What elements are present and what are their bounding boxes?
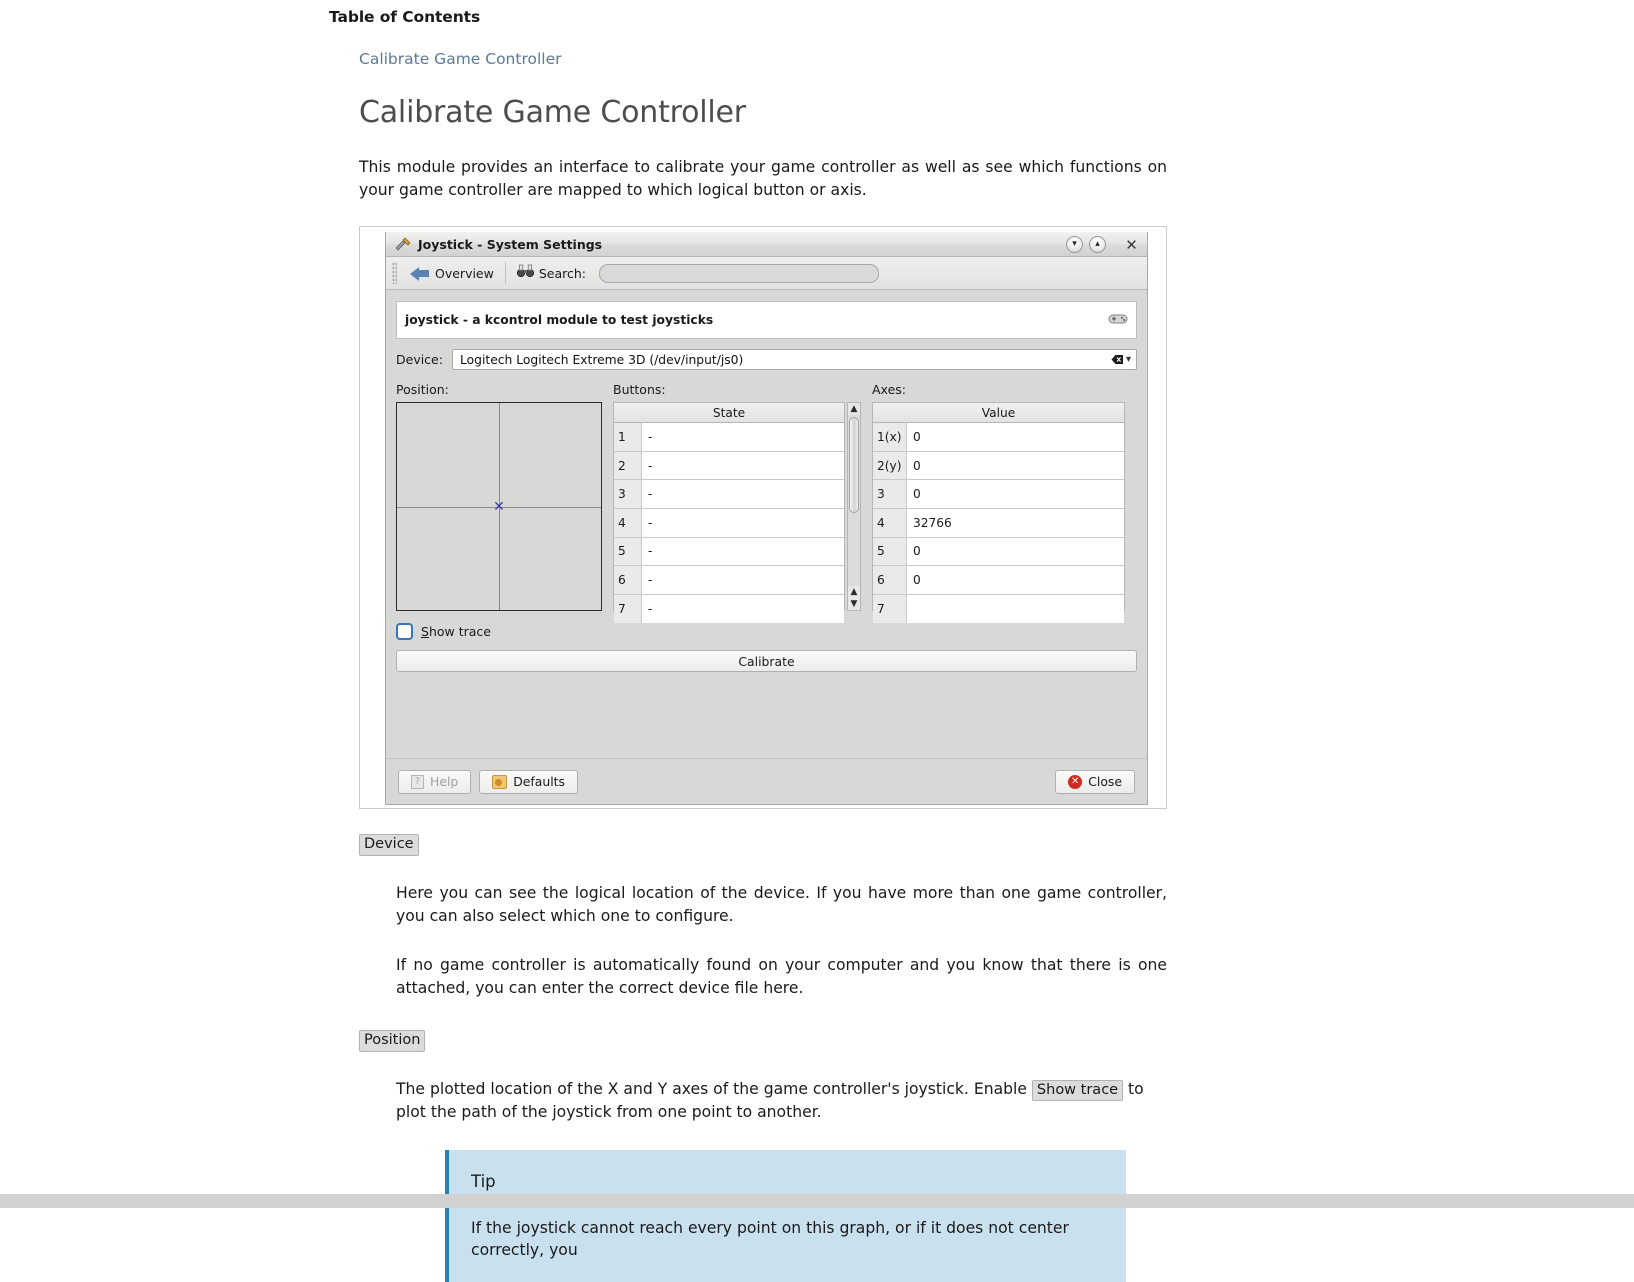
- row-value: 0: [907, 538, 1124, 566]
- device-paragraph-1: Here you can see the logical location of the device. If you have more than one game controller, you can also select which one to configure.: [396, 883, 1167, 925]
- defaults-label: Defaults: [513, 774, 565, 790]
- row-index: 4: [614, 509, 642, 537]
- table-row[interactable]: [873, 566, 1124, 595]
- scrollbar-thumb[interactable]: [849, 417, 859, 513]
- row-value: -: [642, 538, 844, 566]
- help-label: Help: [430, 774, 459, 790]
- axes-table-header: Value: [873, 403, 1124, 423]
- row-index: 3: [873, 480, 907, 508]
- position-plot[interactable]: [396, 402, 602, 611]
- chevron-down-icon[interactable]: ▾: [1125, 354, 1131, 366]
- table-row[interactable]: [873, 423, 1124, 452]
- joystick-system-settings-window: [385, 232, 1148, 805]
- device-label: Device:: [396, 352, 443, 368]
- close-label: Close: [1088, 774, 1122, 790]
- row-value: -: [642, 423, 844, 451]
- row-index: 1(x): [873, 423, 907, 451]
- joystick-position-marker: ✕: [493, 498, 505, 515]
- row-value: -: [642, 595, 844, 624]
- calibrate-button[interactable]: [396, 650, 1137, 672]
- guilabel-device: Device: [359, 834, 419, 856]
- term-device: [359, 833, 1167, 1000]
- row-value: 32766: [907, 509, 1124, 537]
- toolbar-separator: [505, 262, 506, 284]
- row-index: 1: [614, 423, 642, 451]
- row-index: 7: [873, 595, 907, 624]
- table-row[interactable]: [873, 509, 1124, 538]
- gamepad-icon: [1108, 312, 1128, 329]
- close-button[interactable]: [1055, 770, 1135, 794]
- show-trace-accel: S: [421, 624, 429, 640]
- back-arrow-icon: [410, 266, 430, 281]
- table-row[interactable]: [614, 509, 844, 538]
- scrollbar-track[interactable]: [848, 415, 860, 586]
- search-input[interactable]: [599, 264, 879, 283]
- row-value: 0: [907, 423, 1124, 451]
- position-label: Position:: [396, 382, 449, 398]
- window-title: Joystick - System Settings: [418, 236, 603, 252]
- close-circle-icon: ✕: [1068, 775, 1082, 789]
- window-toolbar: [386, 257, 1147, 290]
- overview-label: Overview: [435, 265, 494, 281]
- search-group: [510, 264, 593, 282]
- device-row: [396, 349, 1137, 370]
- buttons-table: [613, 402, 845, 617]
- position-paragraph: [396, 1078, 1167, 1125]
- row-index: 7: [614, 595, 642, 624]
- table-row[interactable]: [614, 452, 844, 481]
- chevron-up-icon[interactable]: ▲: [850, 404, 858, 415]
- term-position: [359, 1029, 1167, 1282]
- buttons-panel: [613, 382, 861, 617]
- row-value: 0: [907, 452, 1124, 480]
- help-button[interactable]: [398, 770, 471, 794]
- row-value: -: [642, 452, 844, 480]
- row-value: -: [642, 480, 844, 508]
- row-index: 2(y): [873, 452, 907, 480]
- footer-right-buttons: [1055, 770, 1135, 794]
- overview-button[interactable]: [403, 266, 501, 281]
- table-row[interactable]: [873, 452, 1124, 481]
- guilabel-position: Position: [359, 1030, 425, 1052]
- chevron-down-icon[interactable]: ▼: [850, 599, 858, 610]
- device-value: Logitech Logitech Extreme 3D (/dev/input/js0): [460, 352, 744, 367]
- defaults-button[interactable]: [479, 770, 578, 794]
- doc-content: [329, 0, 1167, 1282]
- show-trace-rest: how trace: [428, 624, 491, 640]
- chevron-up-icon[interactable]: ▴: [1089, 236, 1106, 253]
- table-row[interactable]: [614, 566, 844, 595]
- close-icon[interactable]: ✕: [1125, 235, 1138, 254]
- page-bottom-bar: [0, 1194, 1634, 1208]
- buttons-table-rows: [614, 423, 844, 623]
- help-icon: ?: [411, 775, 424, 789]
- axes-table-rows: [873, 423, 1124, 623]
- row-index: 2: [614, 452, 642, 480]
- dialog-footer: [386, 758, 1147, 804]
- buttons-table-header: State: [614, 403, 844, 423]
- clear-icon[interactable]: [1111, 350, 1124, 369]
- position-text-after: to plot the path of the joystick from one point to another.: [396, 1079, 1144, 1122]
- footer-left-buttons: [398, 770, 578, 794]
- position-panel: [396, 382, 602, 611]
- embedded-screenshot: [359, 226, 1167, 809]
- guilabel-show-trace: Show trace: [1032, 1080, 1123, 1102]
- search-label: Search:: [538, 265, 587, 281]
- chevron-down-icon[interactable]: ▾: [1066, 236, 1083, 253]
- device-select[interactable]: [452, 349, 1137, 370]
- toc-heading: Table of Contents: [329, 8, 481, 26]
- chevron-up-icon[interactable]: ▲: [850, 587, 858, 598]
- row-value: [907, 595, 1124, 624]
- row-value: 0: [907, 566, 1124, 594]
- axes-table: [872, 402, 1125, 617]
- defaults-icon: [492, 775, 507, 789]
- combo-controls: [1111, 350, 1134, 369]
- table-row[interactable]: [873, 538, 1124, 567]
- toc-link-calibrate-game-controller[interactable]: Calibrate Game Controller: [359, 50, 562, 68]
- position-text-before: The plotted location of the X and Y axes of the game controller's joystick. Enable: [396, 1079, 1032, 1098]
- page-title: Calibrate Game Controller: [359, 95, 746, 130]
- tip-body: If the joystick cannot reach every point on this graph, or if it does not center correctly, you: [471, 1218, 1069, 1260]
- buttons-label: Buttons:: [613, 382, 666, 398]
- calibrate-label: Calibrate: [738, 653, 795, 669]
- axes-panel: [872, 382, 1125, 617]
- table-row[interactable]: [873, 595, 1124, 624]
- show-trace-row[interactable]: [396, 623, 1137, 640]
- window-titlebar[interactable]: [386, 232, 1147, 257]
- row-value: 0: [907, 480, 1124, 508]
- row-value: -: [642, 509, 844, 537]
- panels-row: [396, 382, 1137, 617]
- window-controls: [1066, 235, 1141, 254]
- table-row[interactable]: [614, 595, 844, 624]
- table-row[interactable]: [873, 480, 1124, 509]
- row-index: 3: [614, 480, 642, 508]
- dialog-body: [386, 290, 1147, 672]
- toolbar-grip[interactable]: [392, 262, 397, 284]
- show-trace-label: [421, 624, 491, 639]
- row-value: -: [642, 566, 844, 594]
- row-index: 4: [873, 509, 907, 537]
- tools-icon: [394, 236, 414, 252]
- table-row[interactable]: [614, 480, 844, 509]
- module-header-panel: [396, 301, 1137, 339]
- axes-label: Axes:: [872, 382, 906, 398]
- tip-callout: [445, 1150, 1126, 1282]
- device-paragraph-2: If no game controller is automatically found on your computer and you know that there is one attached, you can enter the correct device file here.: [396, 955, 1167, 998]
- row-index: 5: [873, 538, 907, 566]
- binoculars-icon: [517, 264, 534, 282]
- table-row[interactable]: [614, 423, 844, 452]
- module-description: joystick - a kcontrol module to test joysticks: [405, 313, 714, 328]
- show-trace-checkbox[interactable]: [396, 623, 413, 640]
- buttons-table-scrollbar[interactable]: [847, 402, 861, 611]
- row-index: 6: [614, 566, 642, 594]
- row-index: 6: [873, 566, 907, 594]
- intro-paragraph: This module provides an interface to calibrate your game controller as well as see which functions on your game controller are mapped to which logical button or axis.: [359, 158, 1167, 200]
- row-index: 5: [614, 538, 642, 566]
- table-row[interactable]: [614, 538, 844, 567]
- tip-title: Tip: [471, 1171, 496, 1191]
